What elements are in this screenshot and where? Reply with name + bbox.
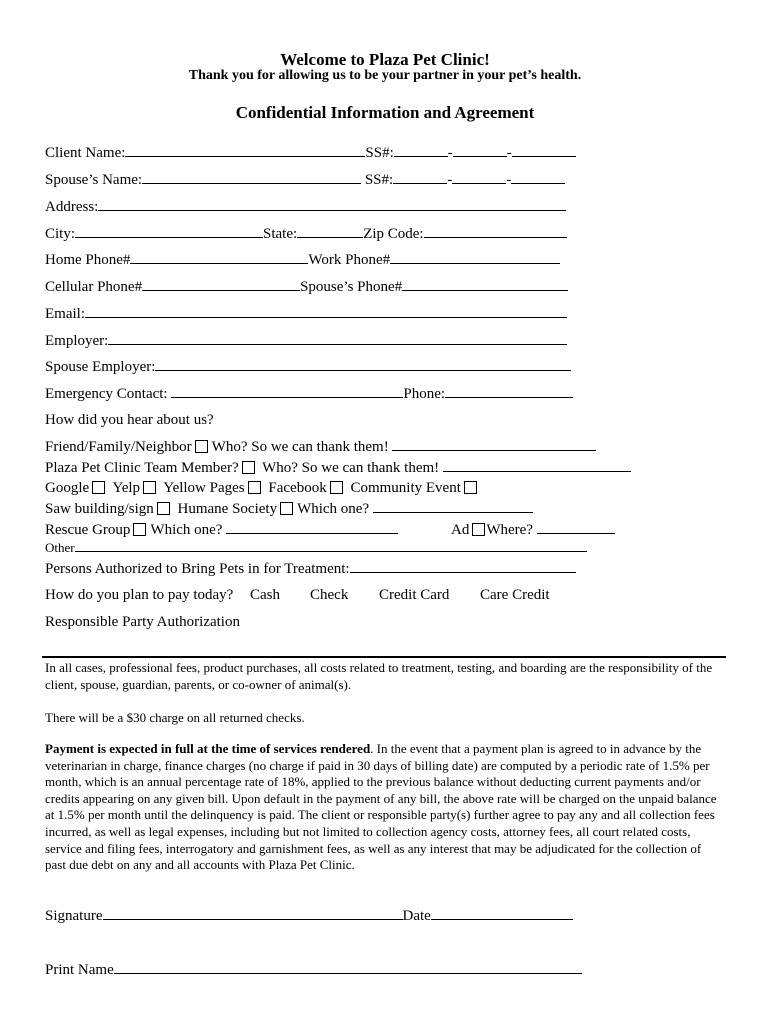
referral-question: How did you hear about us?: [45, 412, 214, 428]
emergency-phone-field[interactable]: [445, 384, 573, 398]
ad-checkbox[interactable]: [472, 523, 485, 536]
home-phone-label: Home Phone#: [45, 252, 131, 268]
ad-where-field[interactable]: [537, 520, 615, 534]
ss-part2-field[interactable]: [453, 143, 507, 157]
address-label: Address:: [45, 199, 99, 215]
signature-row: [45, 906, 573, 925]
spouse-employer-row: [45, 357, 571, 376]
dash: -: [506, 145, 512, 161]
dash: -: [447, 172, 453, 188]
cell-phone-label: Cellular Phone#: [45, 279, 143, 295]
employer-label: Employer:: [45, 333, 109, 349]
ad-label: Ad: [451, 522, 470, 538]
which-one-label: Which one?: [297, 501, 370, 517]
google-label: Google: [45, 480, 90, 496]
phone-label: Phone:: [403, 386, 446, 402]
emergency-contact-field[interactable]: [171, 384, 403, 398]
spouse-name-label: Spouse’s Name:: [45, 172, 143, 188]
cell-phone-field[interactable]: [142, 277, 300, 291]
payment-question: How do you plan to pay today?: [45, 587, 234, 603]
date-label: Date: [402, 908, 431, 924]
ss-label: SS#:: [365, 145, 394, 161]
cell-phone-row: [45, 277, 568, 296]
dash: -: [447, 145, 453, 161]
page-subtitle: Thank you for allowing us to be your partner in your pet’s health.: [188, 68, 582, 83]
spouse-name-row: [45, 170, 565, 189]
authorized-field[interactable]: [350, 559, 576, 573]
community-event-label: Community Event: [350, 480, 461, 496]
terms-paragraph-3: [45, 741, 725, 874]
where-label: Where?: [486, 522, 533, 538]
section-divider: [42, 656, 726, 658]
friend-checkbox[interactable]: [195, 440, 208, 453]
print-name-label: Print Name: [45, 962, 114, 978]
home-phone-row: [45, 250, 560, 269]
print-name-row: [45, 960, 582, 979]
payment-terms-text: . In the event that a payment plan is agreed to in advance by the veterinarian in charge, finance charges (no charge if paid in 30 days of billing date) are computed by a periodic rate of 1.5% per month, which is an annual percentage rate of 18%, applied to the previous balance without deducting current payments and/or credits appearing on any given bill. Upon default in the payment of any bill, the above rate will be charged on the unpaid balance at 1.5% per month until the delinquency is paid. The client or responsible party(s) further agree to pay any and all collection fees incurred, as well as legal expenses, including but not limited to collection agency costs, attorney fees, all court related costs, service and filing fees, interrogatory and garnishment fees, as well as any interest that may be adjudicated for the collection of past due debt on any and all accounts with Plaza Pet Clinic.: [45, 741, 717, 873]
who-label: Who? So we can thank them!: [262, 460, 440, 476]
client-name-label: Client Name:: [45, 145, 126, 161]
pay-cash-option[interactable]: Cash: [250, 587, 280, 603]
home-phone-field[interactable]: [130, 250, 308, 264]
spouse-employer-field[interactable]: [155, 357, 571, 371]
rescue-row: [45, 520, 398, 539]
address-row: [45, 197, 566, 216]
state-field[interactable]: [297, 224, 363, 238]
zip-label: Zip Code:: [363, 226, 424, 242]
address-field[interactable]: [98, 197, 566, 211]
pay-care-credit-option[interactable]: Care Credit: [480, 587, 550, 603]
humane-society-checkbox[interactable]: [280, 502, 293, 515]
facebook-checkbox[interactable]: [330, 481, 343, 494]
authorized-label: Persons Authorized to Bring Pets in for Treatment:: [45, 561, 350, 577]
rescue-which-field[interactable]: [226, 520, 398, 534]
spouse-phone-field[interactable]: [402, 277, 568, 291]
other-label: Other: [45, 540, 75, 555]
who-label: Who? So we can thank them!: [211, 439, 389, 455]
team-member-row: [45, 458, 631, 477]
which-one-label: Which one?: [150, 522, 223, 538]
spouse-ss-part3-field[interactable]: [511, 170, 565, 184]
pay-check-option[interactable]: Check: [310, 587, 349, 603]
city-label: City:: [45, 226, 76, 242]
authorized-row: [45, 559, 576, 578]
terms-paragraph-2: There will be a $30 charge on all returned checks.: [45, 710, 305, 725]
client-name-field[interactable]: [125, 143, 365, 157]
responsible-party-heading: Responsible Party Authorization: [45, 614, 240, 630]
community-event-checkbox[interactable]: [464, 481, 477, 494]
payment-expected-bold: Payment is expected in full at the time of services rendered: [45, 741, 371, 756]
signature-label: Signature: [45, 908, 103, 924]
saw-building-label: Saw building/sign: [45, 501, 154, 517]
spouse-ss-part1-field[interactable]: [393, 170, 447, 184]
saw-building-checkbox[interactable]: [157, 502, 170, 515]
team-member-label: Plaza Pet Clinic Team Member?: [45, 460, 239, 476]
rescue-group-label: Rescue Group: [45, 522, 131, 538]
work-phone-label: Work Phone#: [308, 252, 391, 268]
yelp-label: Yelp: [112, 480, 141, 496]
yellow-pages-checkbox[interactable]: [248, 481, 261, 494]
email-field[interactable]: [85, 304, 567, 318]
employer-field[interactable]: [108, 331, 567, 345]
facebook-label: Facebook: [268, 480, 327, 496]
humane-society-label: Humane Society: [177, 501, 278, 517]
city-field[interactable]: [75, 224, 263, 238]
zip-field[interactable]: [424, 224, 567, 238]
team-member-checkbox[interactable]: [242, 461, 255, 474]
signature-field[interactable]: [103, 906, 403, 920]
online-sources-row: [45, 479, 481, 497]
ss-part3-field[interactable]: [512, 143, 576, 157]
ss-part1-field[interactable]: [394, 143, 448, 157]
page-title: Welcome to Plaza Pet Clinic!: [280, 50, 490, 69]
emergency-contact-label: Emergency Contact:: [45, 386, 168, 402]
city-row: [45, 224, 567, 243]
friend-label: Friend/Family/Neighbor: [45, 439, 192, 455]
team-member-who-field[interactable]: [443, 458, 631, 472]
client-name-row: [45, 143, 576, 162]
spouse-phone-label: Spouse’s Phone#: [300, 279, 403, 295]
other-row: [45, 540, 587, 556]
yelp-checkbox[interactable]: [143, 481, 156, 494]
state-label: State:: [263, 226, 298, 242]
building-row: [45, 499, 533, 518]
ad-row: [451, 520, 615, 539]
emergency-row: [45, 384, 573, 403]
yellow-pages-label: Yellow Pages: [163, 480, 245, 496]
humane-which-field[interactable]: [373, 499, 533, 513]
spouse-name-field[interactable]: [142, 170, 361, 184]
section-title: Confidential Information and Agreement: [235, 103, 535, 122]
friend-who-field[interactable]: [392, 437, 596, 451]
spouse-employer-label: Spouse Employer:: [45, 359, 156, 375]
email-label: Email:: [45, 306, 85, 322]
google-checkbox[interactable]: [92, 481, 105, 494]
print-name-field[interactable]: [114, 960, 582, 974]
dash: -: [506, 172, 512, 188]
email-row: [45, 304, 567, 323]
employer-row: [45, 331, 567, 350]
terms-paragraph-1: In all cases, professional fees, product purchases, all costs related to treatment, testing, and boarding are the responsibility of the client, spouse, guardian, parents, or co-owner of animal(s).: [45, 660, 713, 692]
pay-credit-card-option[interactable]: Credit Card: [379, 587, 450, 603]
friend-row: [45, 437, 596, 456]
other-field[interactable]: [75, 540, 587, 552]
spouse-ss-part2-field[interactable]: [452, 170, 506, 184]
date-field[interactable]: [431, 906, 573, 920]
spouse-ss-label: SS#:: [364, 172, 394, 188]
work-phone-field[interactable]: [390, 250, 560, 264]
rescue-group-checkbox[interactable]: [133, 523, 146, 536]
